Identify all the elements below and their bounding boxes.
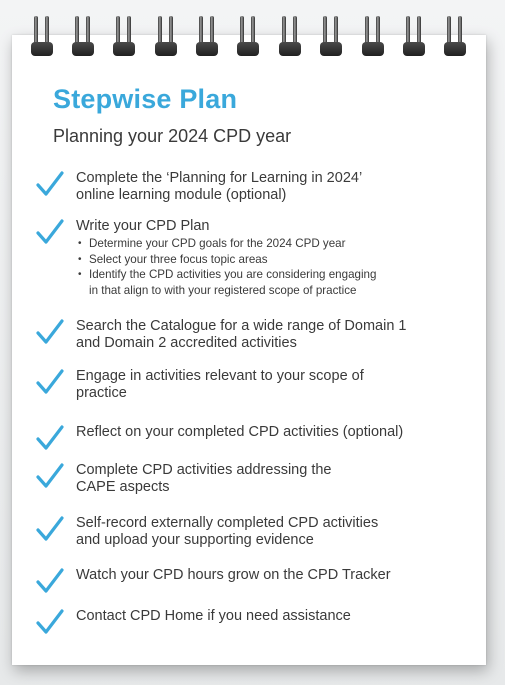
checkmark-icon [36, 515, 64, 543]
binding-ring-icon [320, 14, 342, 58]
binding-ring-icon [279, 14, 301, 58]
binding-ring-icon [362, 14, 384, 58]
binding-ring-icon [237, 14, 259, 58]
checklist-item-text: Complete CPD activities addressing the CAPE aspects [76, 462, 332, 495]
binding-ring-icon [155, 14, 177, 58]
sub-bullet-item: • Identify the CPD activities you are considering engaging in that align to with your registered scope of practice [76, 267, 456, 298]
sub-bullet-list [76, 236, 456, 298]
checklist-item-text: Write your CPD Plan [76, 218, 210, 234]
binding-ring-icon [113, 14, 135, 58]
binding-ring-icon [72, 14, 94, 58]
checkmark-icon [36, 368, 64, 396]
checkmark-icon [36, 424, 64, 452]
checkmark-icon [36, 608, 64, 636]
checkmark-icon [36, 462, 64, 490]
page-title: Stepwise Plan [53, 84, 238, 114]
binding-ring-icon [196, 14, 218, 58]
checklist-item-text: Self-record externally completed CPD activities and upload your supporting evidence [76, 515, 379, 548]
spiral-binding [0, 14, 505, 62]
checkmark-icon [36, 318, 64, 346]
checklist-item-text: Engage in activities relevant to your scope of practice [76, 368, 364, 401]
sub-bullet-item: • Determine your CPD goals for the 2024 CPD year [76, 236, 456, 252]
binding-ring-icon [403, 14, 425, 58]
checklist-item-text: Complete the ‘Planning for Learning in 2024’ online learning module (optional) [76, 170, 363, 203]
checklist-item-text: Search the Catalogue for a wide range of Domain 1 and Domain 2 accredited activities [76, 318, 407, 351]
binding-ring-icon [444, 14, 466, 58]
sub-bullet-item: • Select your three focus topic areas [76, 252, 456, 268]
checkmark-icon [36, 170, 64, 198]
checklist-item-text: Contact CPD Home if you need assistance [76, 608, 351, 624]
checkmark-icon [36, 218, 64, 246]
checklist-item-text: Reflect on your completed CPD activities (optional) [76, 424, 404, 440]
binding-ring-icon [31, 14, 53, 58]
checkmark-icon [36, 567, 64, 595]
page-subtitle: Planning your 2024 CPD year [53, 126, 292, 146]
checklist-item-text: Watch your CPD hours grow on the CPD Tracker [76, 567, 391, 583]
